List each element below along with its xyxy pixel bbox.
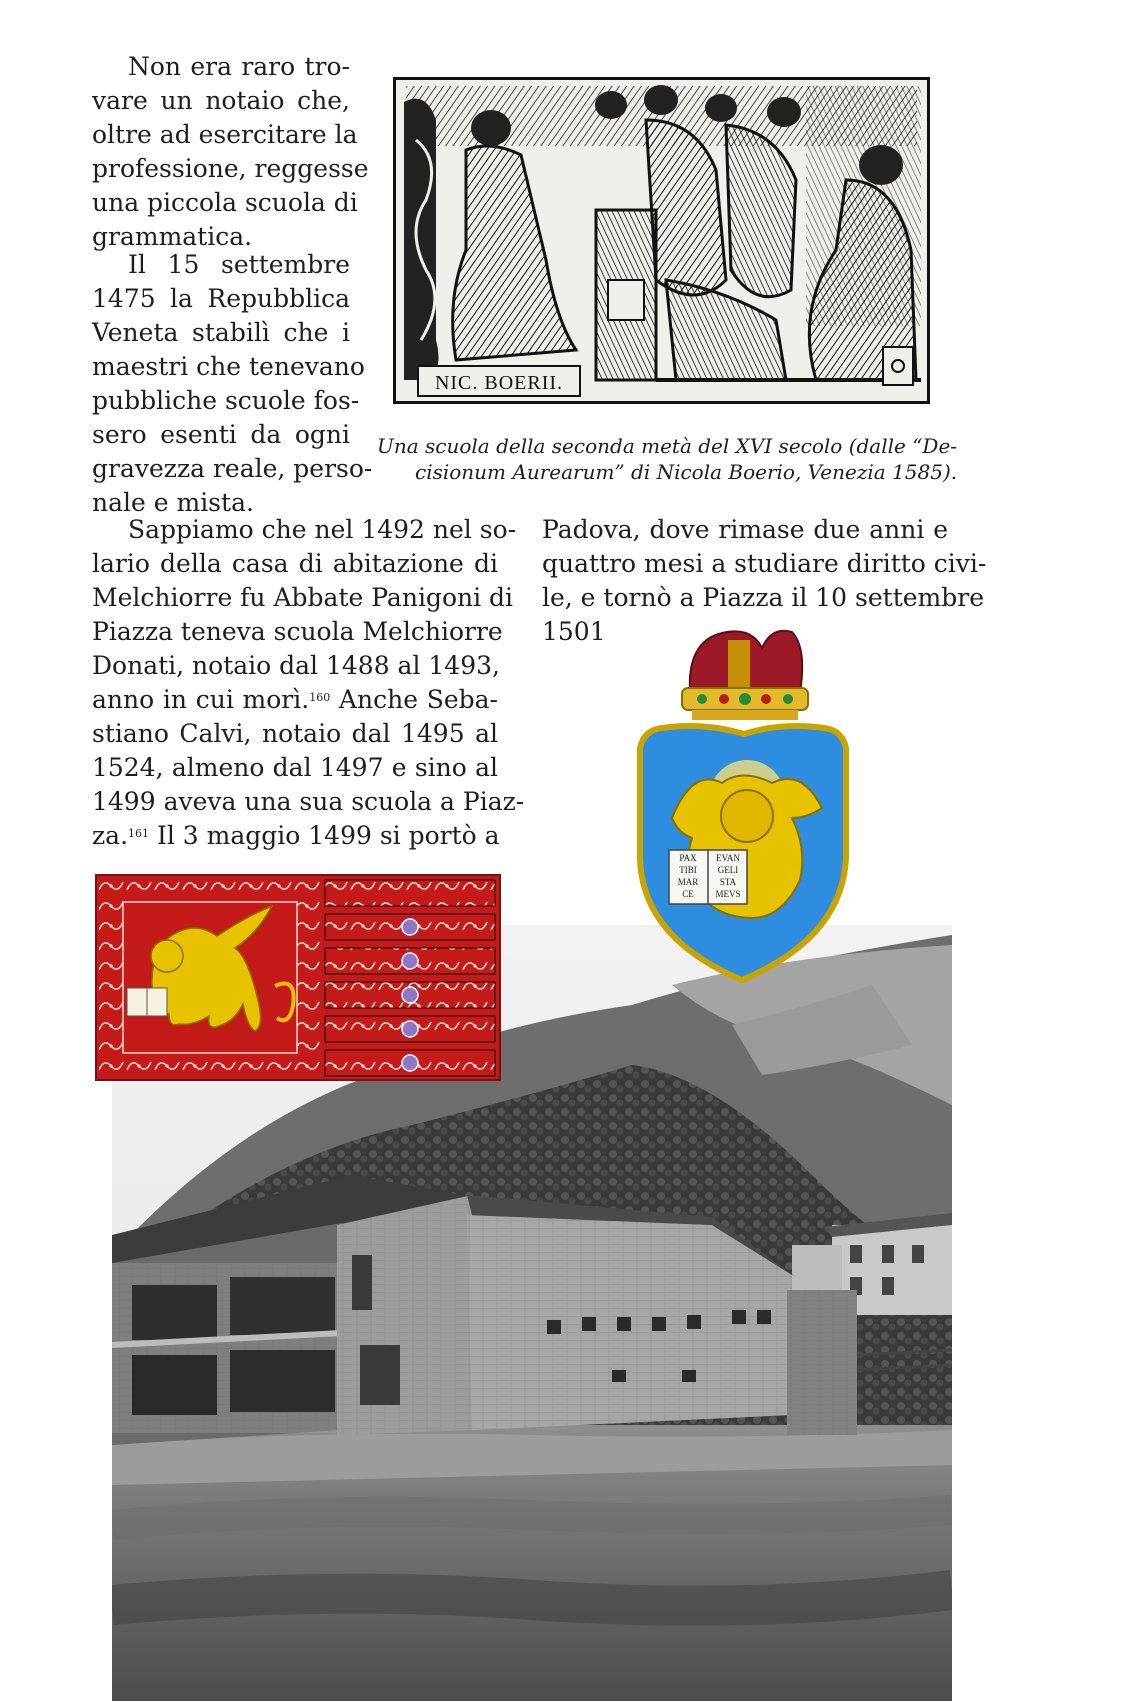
text-line: quattro mesi a studiare diritto civi- — [542, 549, 987, 578]
text-fragment: anno in cui morì. — [92, 685, 310, 714]
text-line — [92, 683, 498, 717]
text-line: pubbliche scuole fos- — [92, 386, 360, 415]
caption-line: cisionum Aurearum” di Nicola Boerio, Venezia 1585). — [415, 460, 958, 484]
text-line: professione, reggesse — [92, 154, 369, 183]
text-fragment: Il 3 maggio 1499 si portò a — [149, 821, 500, 850]
text-line: lario della casa di abitazione di — [92, 549, 498, 578]
coat-of-arms — [632, 618, 857, 986]
text-line: stiano Calvi, notaio dal 1495 al — [92, 719, 498, 748]
text-line: Padova, dove rimase due anni e — [542, 515, 948, 544]
text-line: Sappiamo che nel 1492 nel so- — [128, 515, 517, 544]
woodcut-caption — [377, 433, 958, 485]
paragraph-3 — [92, 513, 525, 853]
text-line: 1475 la Repubblica — [92, 284, 350, 313]
text-line: nale e mista. — [92, 488, 254, 517]
book-text: PAX — [679, 853, 697, 863]
book-text: EVAN — [716, 853, 740, 863]
book-text: GELI — [717, 865, 739, 875]
text-line: Veneta stabilì che i — [92, 318, 350, 347]
woodcut-drawing — [396, 80, 927, 401]
woodcut-label: NIC. BOERII. — [434, 372, 564, 394]
text-line: le, e tornò a Piazza il 10 settembre — [542, 583, 985, 612]
footnote-ref: 161 — [128, 827, 150, 840]
footnote-ref: 160 — [309, 691, 331, 704]
paragraph-1 — [92, 50, 369, 254]
woodcut-illustration — [393, 77, 930, 404]
text-line: Non era raro tro- — [128, 52, 350, 81]
text-line: Il 15 settembre — [128, 250, 350, 279]
book-text: TIBI — [679, 865, 697, 875]
text-line: vare un notaio che, — [92, 86, 350, 115]
text-fragment: Anche Seba- — [330, 685, 498, 714]
text-line: grammatica. — [92, 222, 253, 251]
text-line: oltre ad esercitare la — [92, 120, 358, 149]
text-line: sero esenti da ogni — [92, 420, 350, 449]
text-line: 1501 — [542, 617, 606, 646]
venetian-flag — [95, 874, 501, 1081]
text-line — [92, 819, 498, 853]
book-text: MAR — [677, 877, 699, 887]
book-text: STA — [719, 877, 737, 887]
caption-line: Una scuola della seconda metà del XVI secolo (dalle “De- — [377, 434, 958, 458]
text-line: gravezza reale, perso- — [92, 454, 373, 483]
text-fragment: za. — [92, 821, 129, 850]
text-line: 1499 aveva una sua scuola a Piaz- — [92, 787, 525, 816]
text-line: 1524, almeno dal 1497 e sino al — [92, 753, 498, 782]
text-line: Piazza teneva scuola Melchiorre — [92, 617, 503, 646]
book-text: MEVS — [715, 889, 741, 899]
book-text: CE — [682, 889, 694, 899]
text-line: Melchiorre fu Abbate Panigoni di — [92, 583, 514, 612]
paragraph-2 — [92, 248, 373, 520]
text-line: Donati, notaio dal 1488 al 1493, — [92, 651, 500, 680]
text-line: una piccola scuola di — [92, 188, 358, 217]
text-line: maestri che tenevano — [92, 352, 365, 381]
